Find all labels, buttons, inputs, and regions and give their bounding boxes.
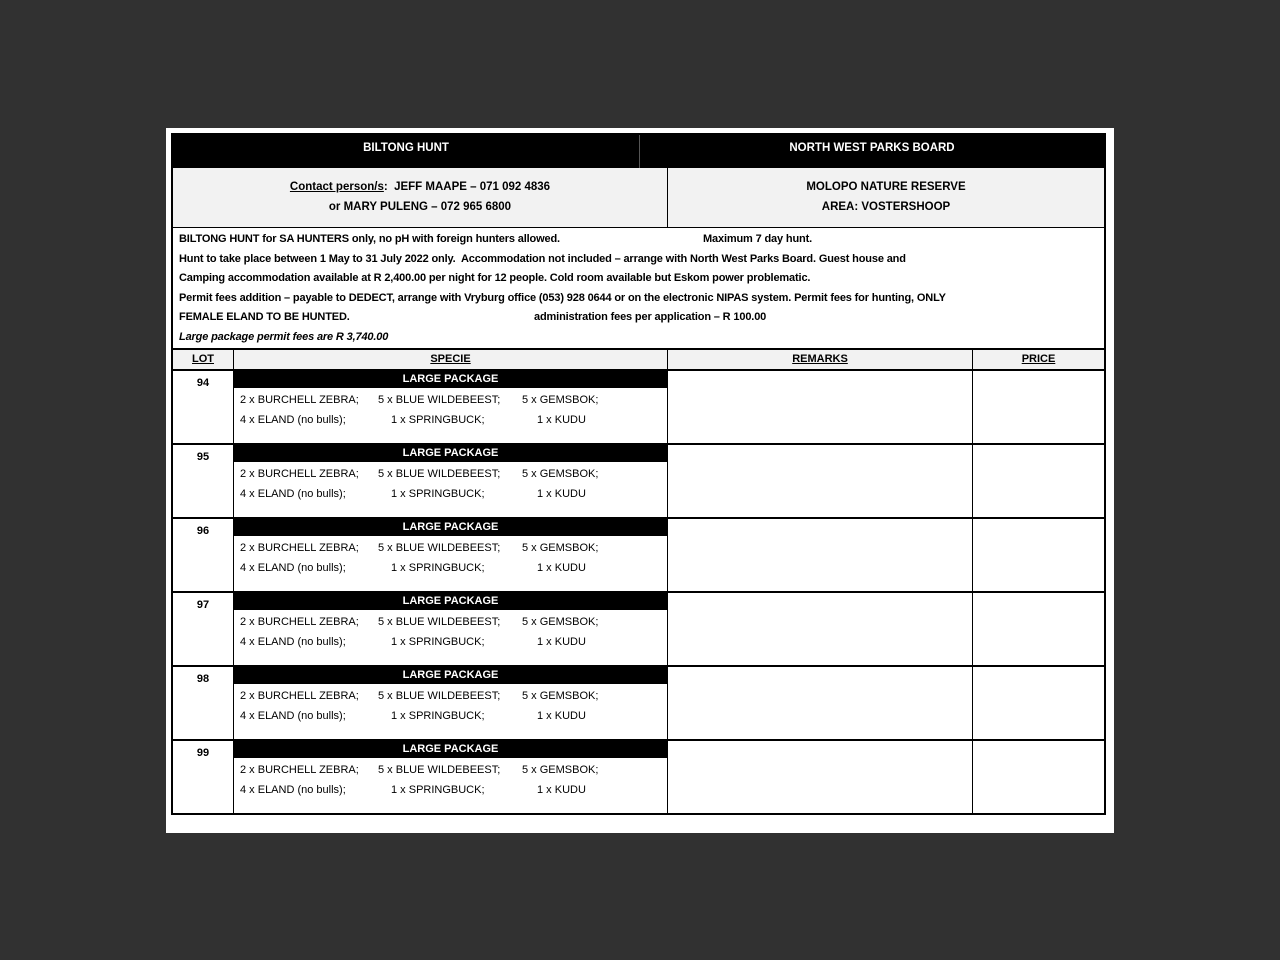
species-item: 2 x BURCHELL ZEBRA; [240,764,359,776]
reserve-cell [667,168,1104,227]
col-header-specie: SPECIE [233,350,667,369]
title-bar [173,135,1104,168]
species-item: 1 x KUDU [537,414,586,426]
lot-number: 99 [196,747,210,759]
remarks-cell [667,741,972,813]
lot-number: 98 [196,673,210,685]
info-line-4: Permit fees addition – payable to DEDECT, arrange with Vryburg office (053) 928 0644 or on the electronic NIPAS system. Permit fees for hunting, ONLY [179,291,946,304]
table-row-lot-98 [173,665,1104,739]
species-item: 5 x GEMSBOK; [522,468,599,480]
col-header-price: PRICE [972,350,1104,369]
species-item: 1 x SPRINGBUCK; [391,636,485,648]
table-row-lot-95 [173,443,1104,517]
lot-number: 94 [196,377,210,389]
species-item: 2 x BURCHELL ZEBRA; [240,616,359,628]
title-biltong-hunt: BILTONG HUNT [363,142,449,154]
package-label: LARGE PACKAGE [234,371,667,388]
species-item: 5 x GEMSBOK; [522,690,599,702]
species-item: 1 x SPRINGBUCK; [391,562,485,574]
species-item: 1 x KUDU [537,636,586,648]
species-list [234,686,667,726]
species-item: 2 x BURCHELL ZEBRA; [240,690,359,702]
col-header-lot: LOT [192,353,214,365]
species-item: 2 x BURCHELL ZEBRA; [240,394,359,406]
price-cell [972,445,1104,517]
species-item: 5 x BLUE WILDEBEEST; [378,394,501,406]
remarks-cell [667,519,972,591]
package-label: LARGE PACKAGE [234,741,667,758]
specie-cell [233,667,667,739]
species-item: 5 x BLUE WILDEBEEST; [378,468,501,480]
hunt-details [173,228,1104,348]
price-cell [972,593,1104,665]
table-row-lot-97 [173,591,1104,665]
specie-cell [233,593,667,665]
table-row-lot-94 [173,369,1104,443]
species-item: 1 x SPRINGBUCK; [391,414,485,426]
info-line-1-right: Maximum 7 day hunt. [703,233,813,245]
info-line-5 [179,308,1098,328]
document-table [171,133,1106,815]
species-item: 5 x GEMSBOK; [522,764,599,776]
species-item: 1 x KUDU [537,784,586,796]
contact-line-2: or MARY PULENG – 072 965 6800 [328,201,512,213]
species-item: 4 x ELAND (no bulls); [240,784,346,796]
species-item: 1 x KUDU [537,710,586,722]
info-line-1-left: BILTONG HUNT for SA HUNTERS only, no pH with foreign hunters allowed. [179,233,560,245]
contact-row [173,168,1104,228]
species-list [234,760,667,800]
remarks-cell [667,593,972,665]
species-item: 2 x BURCHELL ZEBRA; [240,468,359,480]
species-item: 5 x BLUE WILDEBEEST; [378,616,501,628]
price-cell [972,667,1104,739]
species-list [234,612,667,652]
species-list [234,390,667,430]
species-item: 5 x BLUE WILDEBEEST; [378,690,501,702]
species-item: 4 x ELAND (no bulls); [240,562,346,574]
package-label: LARGE PACKAGE [234,519,667,536]
specie-cell [233,445,667,517]
lot-number: 95 [196,451,210,463]
species-item: 1 x SPRINGBUCK; [391,710,485,722]
species-item: 4 x ELAND (no bulls); [240,710,346,722]
species-item: 1 x KUDU [537,488,586,500]
species-item: 1 x SPRINGBUCK; [391,784,485,796]
contact-jeff: : JEFF MAAPE – 071 092 4836 [383,181,551,193]
table-header-row [173,348,1104,369]
info-line-2: Hunt to take place between 1 May to 31 July 2022 only. Accommodation not included – arrange with North West Parks Board. Guest house and [179,252,906,265]
price-cell [972,371,1104,443]
price-cell [972,741,1104,813]
price-cell [972,519,1104,591]
info-line-6: Large package permit fees are R 3,740.00 [179,330,389,343]
species-item: 5 x BLUE WILDEBEEST; [378,764,501,776]
info-line-3: Camping accommodation available at R 2,400.00 per night for 12 people. Cold room available but Eskom power problematic. [179,272,811,285]
species-item: 4 x ELAND (no bulls); [240,636,346,648]
species-item: 5 x GEMSBOK; [522,542,599,554]
info-line-5-right: administration fees per application – R 100.00 [534,311,767,324]
document-page [166,128,1114,833]
info-line-1 [179,230,1098,250]
contact-label: Contact person/s [289,181,384,193]
package-label: LARGE PACKAGE [234,593,667,610]
species-item: 4 x ELAND (no bulls); [240,414,346,426]
package-label: LARGE PACKAGE [234,667,667,684]
species-item: 1 x KUDU [537,562,586,574]
info-line-5-left: FEMALE ELAND TO BE HUNTED. [179,311,350,324]
lot-number: 96 [196,525,210,537]
table-row-lot-96 [173,517,1104,591]
contact-line-1 [173,177,667,197]
species-item: 2 x BURCHELL ZEBRA; [240,542,359,554]
reserve-area: AREA: VOSTERSHOOP [821,201,951,213]
remarks-cell [667,445,972,517]
reserve-name: MOLOPO NATURE RESERVE [806,181,966,193]
package-label: LARGE PACKAGE [234,445,667,462]
species-item: 1 x SPRINGBUCK; [391,488,485,500]
species-item: 5 x GEMSBOK; [522,394,599,406]
contact-persons-cell [173,168,667,227]
col-header-remarks: REMARKS [667,350,972,369]
specie-cell [233,741,667,813]
species-list [234,464,667,504]
species-list [234,538,667,578]
lot-number: 97 [196,599,210,611]
species-item: 4 x ELAND (no bulls); [240,488,346,500]
title-parks-board: NORTH WEST PARKS BOARD [639,135,1104,168]
specie-cell [233,519,667,591]
table-row-lot-99 [173,739,1104,813]
remarks-cell [667,667,972,739]
species-item: 5 x BLUE WILDEBEEST; [378,542,501,554]
specie-cell [233,371,667,443]
remarks-cell [667,371,972,443]
species-item: 5 x GEMSBOK; [522,616,599,628]
